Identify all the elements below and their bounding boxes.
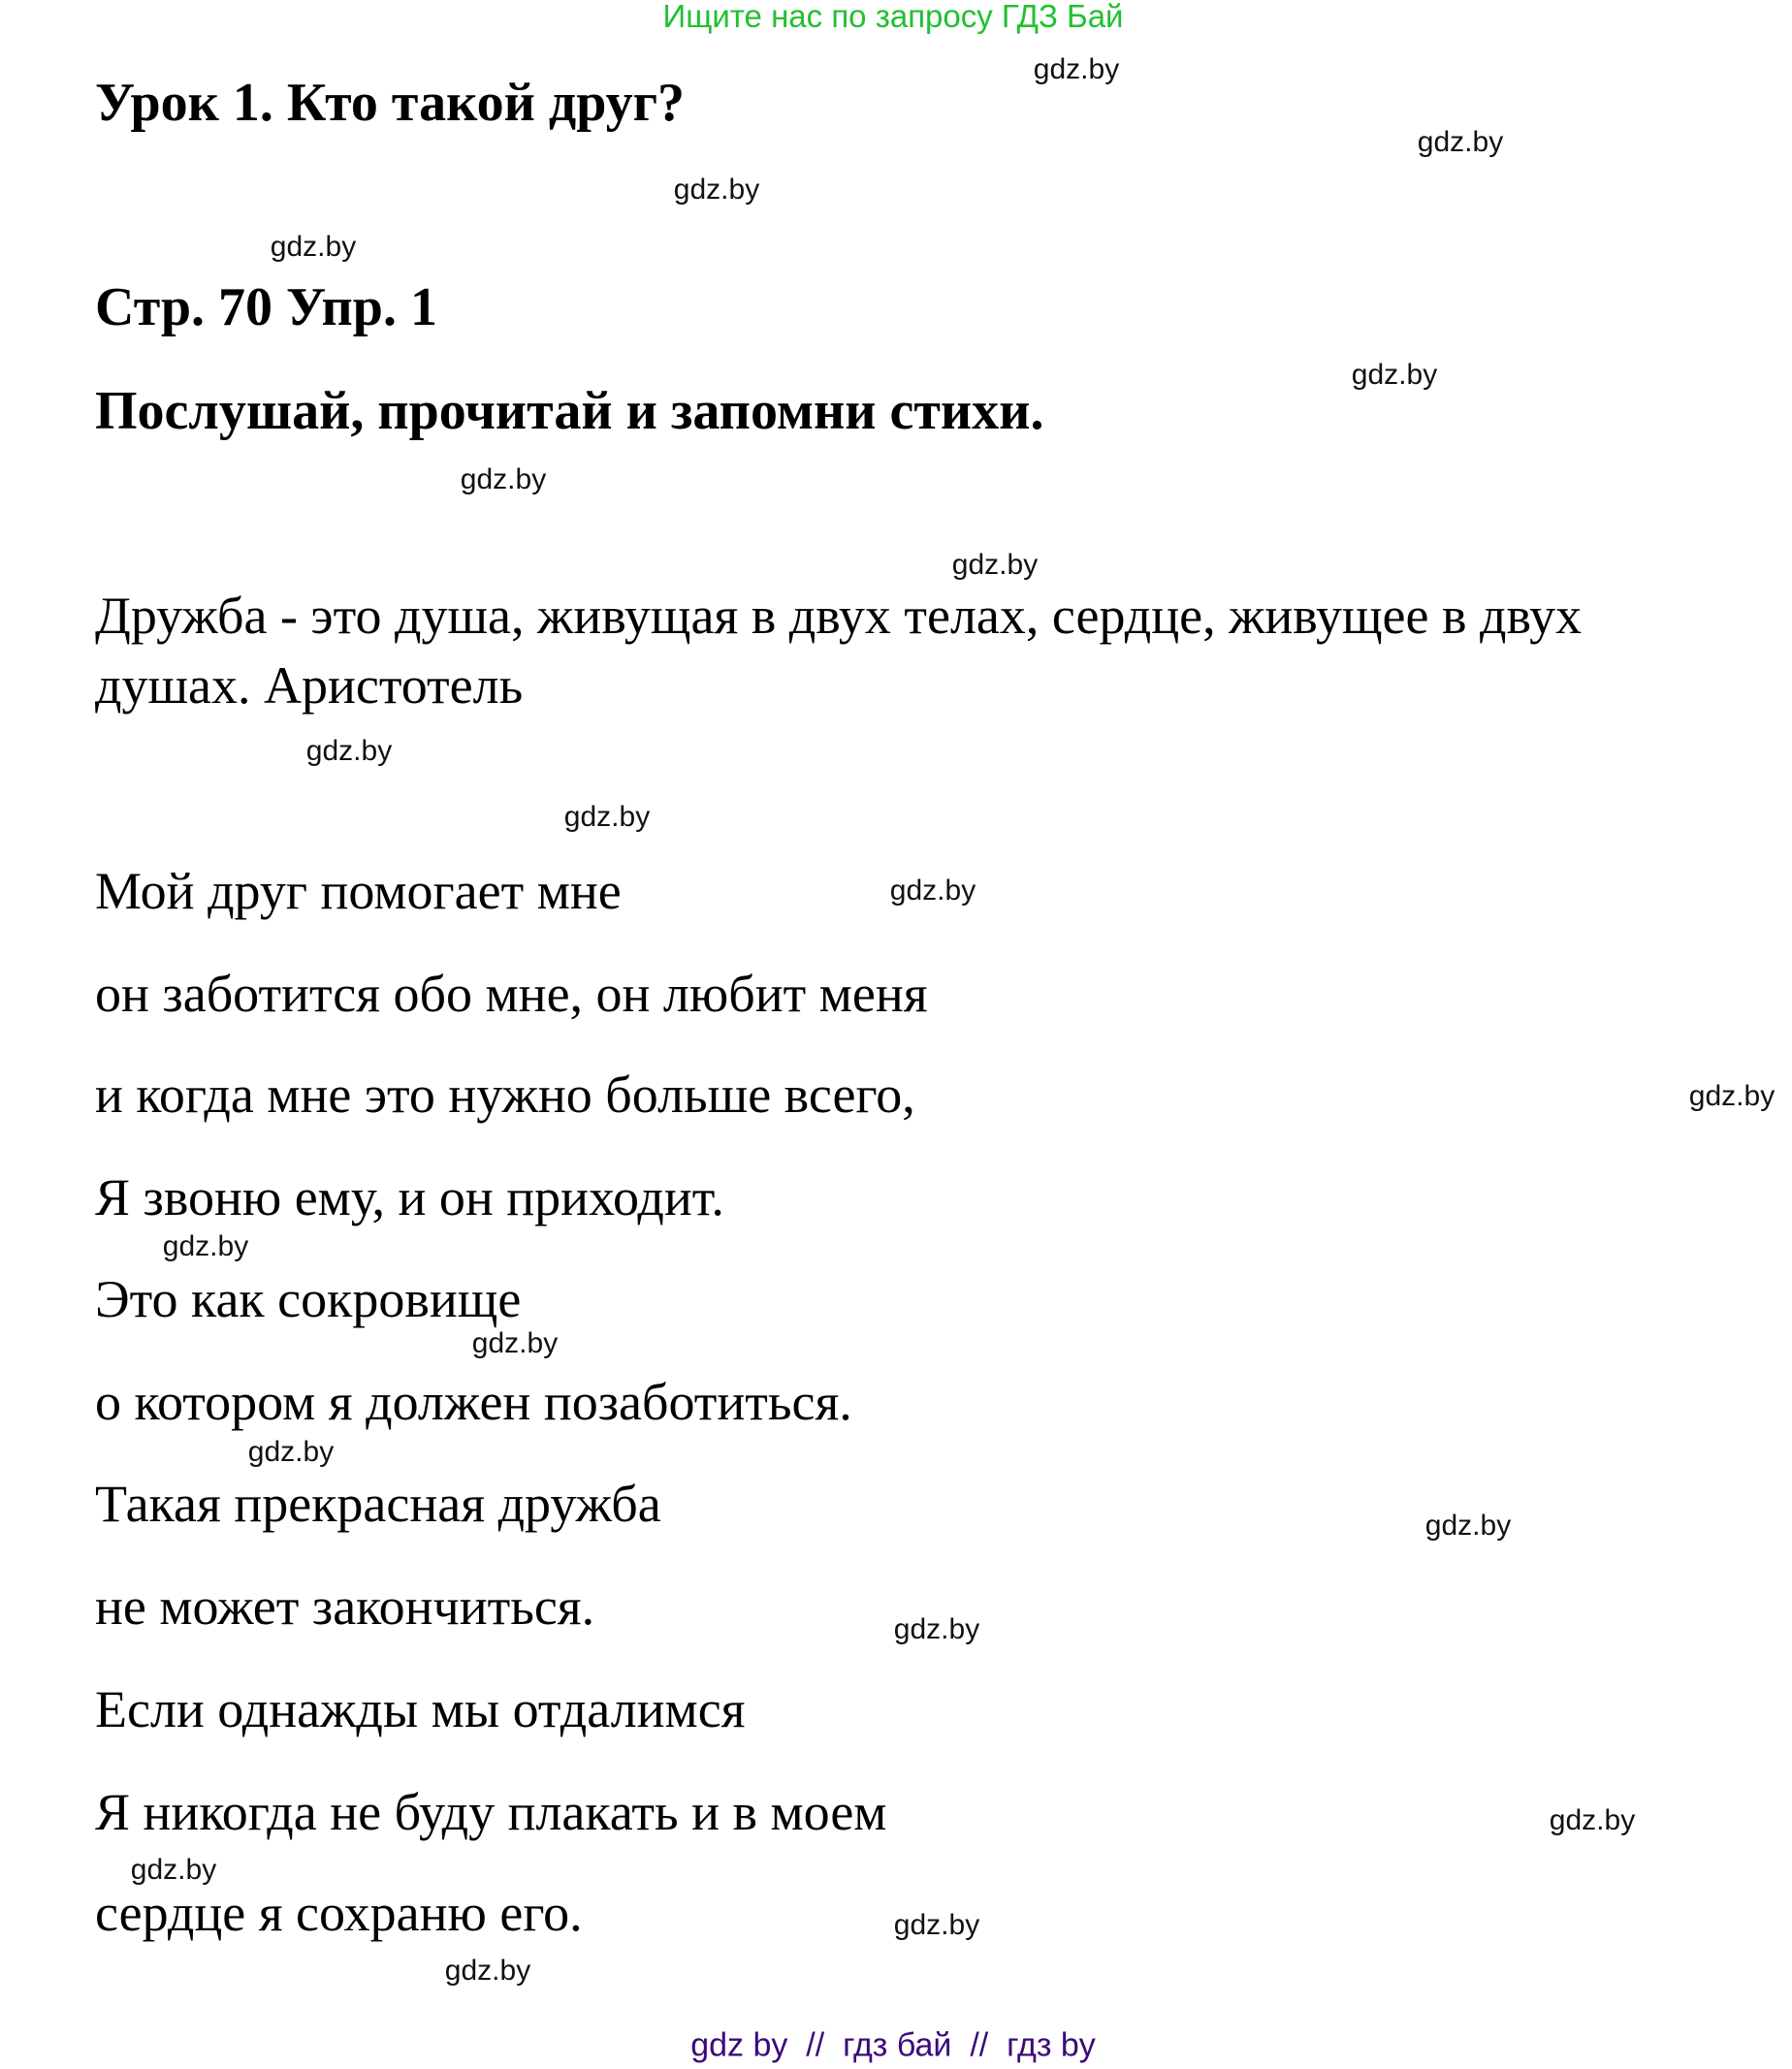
watermark: gdz.by: [1033, 53, 1120, 85]
poem-line: он заботится обо мне, он любит меня: [95, 965, 928, 1023]
watermark: gdz.by: [893, 1613, 980, 1645]
watermark: gdz.by: [1351, 359, 1438, 391]
watermark: gdz.by: [673, 174, 760, 206]
quote-line: душах. Аристотель: [95, 656, 524, 715]
poem-line: Я звоню ему, и он приходит.: [95, 1168, 724, 1226]
watermark: gdz.by: [460, 463, 547, 495]
watermark: gdz.by: [444, 1955, 531, 1987]
poem-line: о котором я должен позаботиться.: [95, 1373, 852, 1431]
watermark: gdz.by: [563, 801, 651, 833]
footer-links[interactable]: gdz by // гдз бай // гдз by: [690, 2026, 1096, 2064]
poem-line: Я никогда не буду плакать и в моем: [95, 1783, 887, 1841]
poem-line: Такая прекрасная дружба: [95, 1475, 661, 1533]
watermark: gdz.by: [889, 875, 976, 907]
watermark: gdz.by: [247, 1436, 335, 1468]
poem-line: и когда мне это нужно больше всего,: [95, 1066, 915, 1124]
task-text: Послушай, прочитай и запомни стихи.: [95, 381, 1044, 441]
exercise-heading: Стр. 70 Упр. 1: [95, 277, 437, 337]
watermark: gdz.by: [1424, 1510, 1512, 1542]
watermark: gdz.by: [951, 549, 1039, 581]
promo-link[interactable]: Ищите нас по запросу ГДЗ Бай: [662, 0, 1124, 34]
poem-line: сердце я сохраню его.: [95, 1884, 583, 1942]
watermark: gdz.by: [1549, 1804, 1636, 1836]
poem-line: Это как сокровище: [95, 1270, 522, 1328]
lesson-title: Урок 1. Кто такой друг?: [95, 73, 686, 133]
watermark: gdz.by: [1417, 126, 1504, 158]
watermark: gdz.by: [893, 1909, 980, 1941]
watermark: gdz.by: [305, 735, 393, 767]
watermark: gdz.by: [130, 1854, 217, 1886]
poem-line: Мой друг помогает мне: [95, 862, 622, 920]
watermark: gdz.by: [270, 231, 357, 263]
watermark: gdz.by: [162, 1230, 249, 1262]
watermark: gdz.by: [471, 1327, 559, 1359]
quote-line: Дружба - это душа, живущая в двух телах, сердце, живущее в двух: [95, 587, 1583, 645]
poem-line: Если однажды мы отдалимся: [95, 1680, 746, 1738]
watermark: gdz.by: [1688, 1080, 1776, 1112]
poem-line: не может закончиться.: [95, 1577, 595, 1636]
